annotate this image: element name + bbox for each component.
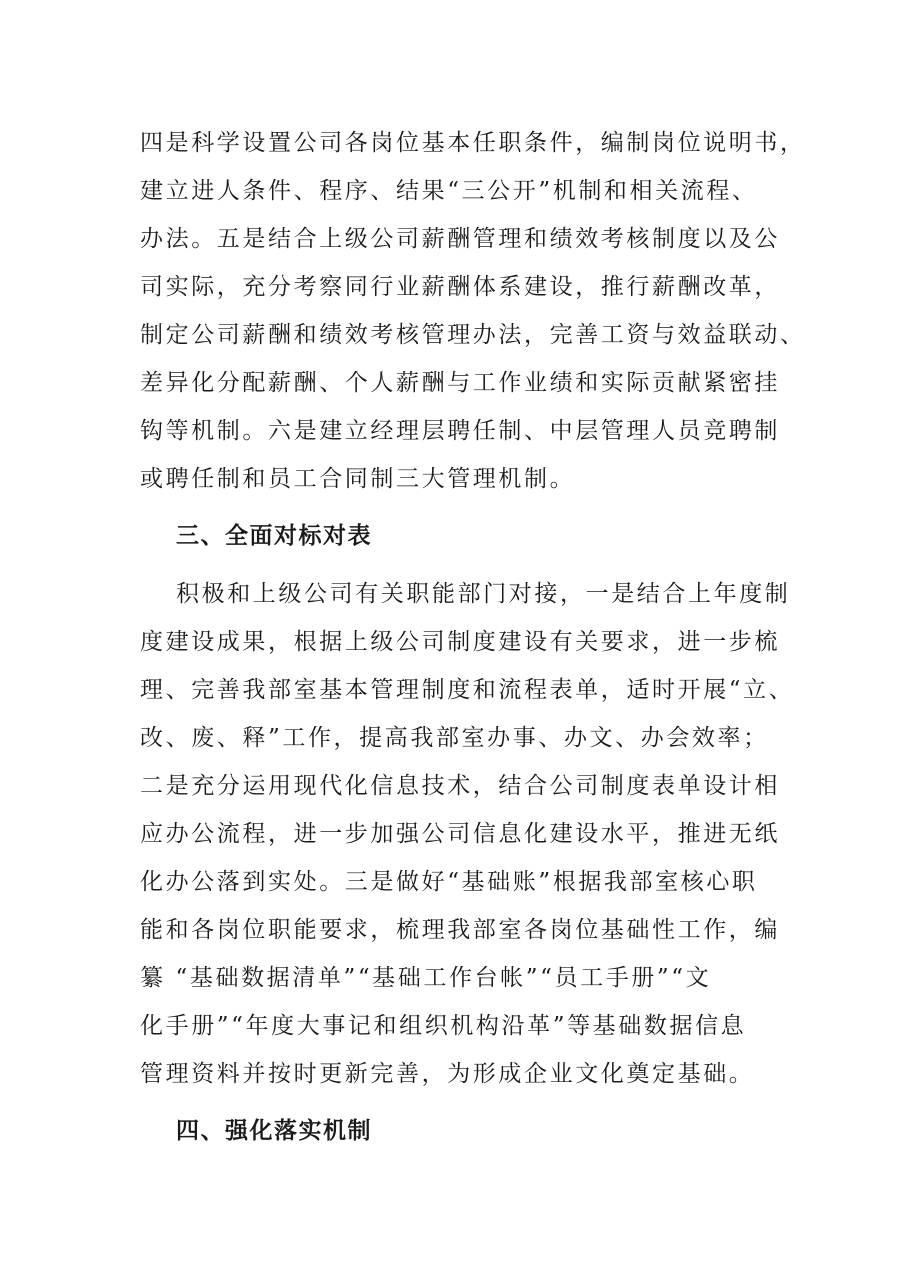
- text-line: 化办公落到实处。三是做好“基础账”根据我部室核心职: [140, 869, 758, 895]
- text-line: 差异化分配薪酬、个人薪酬与工作业绩和实际贡献紧密挂: [140, 370, 780, 396]
- text-line: 理、完善我部室基本管理制度和流程表单，适时开展“立、: [140, 677, 795, 703]
- text-line: 建立进人条件、程序、结果“三公开”机制和相关流程、: [140, 178, 758, 204]
- text-line: 四是科学设置公司各岗位基本任职条件，编制岗位说明书，: [140, 130, 806, 156]
- text-line: 能和各岗位职能要求，梳理我部室各岗位基础性工作，编: [140, 917, 780, 943]
- text-line: 办法。五是结合上级公司薪酬管理和绩效考核制度以及公: [140, 226, 780, 252]
- section-heading: 四、强化落实机制: [176, 1118, 372, 1144]
- text-line: 钩等机制。六是建立经理层聘任制、中层管理人员竞聘制: [140, 418, 780, 444]
- section-heading: 三、全面对标对表: [176, 523, 372, 549]
- text-line: 纂 “基础数据清单”“基础工作台帐”“员工手册”“文: [140, 965, 712, 991]
- text-line: 司实际，充分考察同行业薪酬体系建设，推行薪酬改革，: [140, 274, 780, 300]
- text-line: 应办公流程，进一步加强公司信息化建设水平，推进无纸: [140, 821, 780, 847]
- text-line: 度建设成果，根据上级公司制度建设有关要求，进一步梳: [140, 629, 780, 655]
- text-line: 二是充分运用现代化信息技术，结合公司制度表单设计相: [140, 773, 780, 799]
- text-line: 积极和上级公司有关职能部门对接，一是结合上年度制: [176, 581, 791, 607]
- text-line: 管理资料并按时更新完善，为形成企业文化奠定基础。: [140, 1061, 755, 1087]
- text-line: 或聘任制和员工合同制三大管理机制。: [140, 466, 576, 492]
- text-line: 制定公司薪酬和绩效考核管理办法，完善工资与效益联动、: [140, 322, 806, 348]
- text-line: 化手册”“年度大事记和组织机构沿革”等基础数据信息: [140, 1013, 747, 1039]
- text-line: 改、废、释”工作，提高我部室办事、办文、办会效率；: [140, 725, 769, 751]
